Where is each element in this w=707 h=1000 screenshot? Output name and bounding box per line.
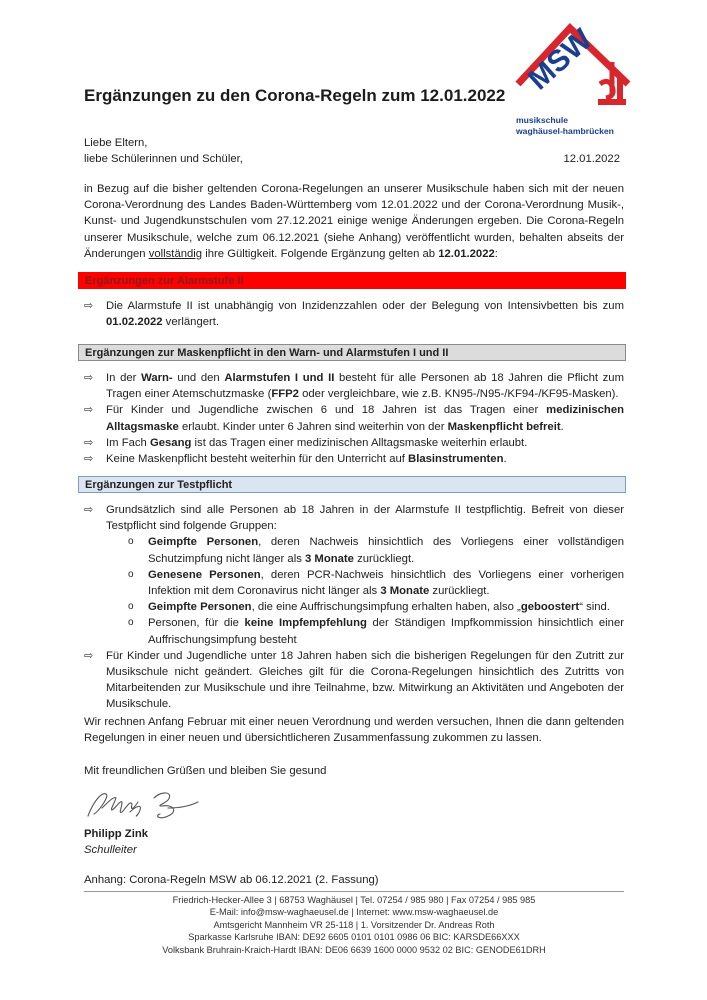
item-text: der Ständigen Impfkommission hinsichtlich einer Auffrischungsimpfung besteht	[148, 617, 624, 646]
item-text: , deren PCR-Nachweis hinsichtlich des Vorliegens einer vorherigen Infektion mit dem Coronavirus nicht länger als	[148, 568, 625, 598]
item-bold: Gesang	[149, 436, 192, 449]
closing-paragraph: Wir rechnen Anfang Februar mit einer neuen Verordnung und werden versuchen, Ihnen die dann geltenden Regelungen in einer neuen und übersichtlicheren Zusammenfassung zukommen zu lassen.	[84, 716, 624, 745]
item-text: Für Kinder und Jugendliche unter 18 Jahren haben sich die bisherigen Regelungen für den Zutritt zur Musikschule nicht geändert. Gleiches gilt für die Corona-Regelungen hinsichtlich des Zutritts von Mitarbeitenden zur Musikschule und ihre Teilnahme, bzw. Mitwirkung an Aktivitäten und Angeboten der Musikschule.	[106, 649, 624, 711]
greeting	[84, 135, 624, 167]
greeting-line-1: Liebe Eltern,	[84, 137, 148, 149]
circle-bullet-icon: o	[128, 601, 134, 613]
signer-role: Schulleiter	[84, 844, 137, 856]
item-text: In der	[106, 372, 142, 384]
item-bold: 3 Monate	[305, 552, 354, 565]
list-item	[84, 370, 624, 402]
list-item	[84, 402, 624, 434]
item-text: ist das Tragen einer medizinischen Alltagsmaske weiterhin erlaubt.	[191, 436, 528, 449]
signer-name: Philipp Zink	[84, 828, 149, 840]
footer-divider	[84, 891, 624, 892]
item-bold: 3 Monate	[380, 585, 430, 598]
item-text: Im Fach	[106, 436, 150, 449]
intro-text-1: in Bezug auf die bisher geltenden Corona-Regelungen an unserer Musikschule haben sich mit der neuen Corona-Verordnung des Landes Baden-Württemberg vom 12.01.2022 und der Corona-Verordnung Musik-, Kunst- und Jugendkunstschulen vom 27.12.2021 einige wenige Änderungen ergeben. Die Corona-Regeln unserer Musikschule, welche zum 06.12.2021 (siehe Anhang) veröffentlicht wurden, behalten abseits der Änderungen	[84, 183, 624, 260]
item-text: , die eine Auffrischungsimpfung erhalten haben, also „	[251, 601, 521, 614]
letter-date: 12.01.2022	[563, 153, 620, 165]
circle-bullet-icon: o	[128, 568, 134, 580]
section-heading-alarmstufe: Ergänzungen zur Alarmstufe II	[78, 272, 626, 289]
list-item	[84, 298, 624, 330]
footer-line-register: Amtsgericht Mannheim VR 25-118 | 1. Vorsitzender Dr. Andreas Roth	[213, 919, 495, 930]
intro-paragraph	[84, 181, 624, 262]
item-text: oder vergleichbare, wie z.B. KN95-/N95-/KF94-/KF95-Masken).	[298, 388, 619, 401]
arrow-right-icon: ⇨	[84, 300, 94, 312]
footer-line-contact: E-Mail: info@msw-waghaeusel.de | Internet: www.msw-waghaeusel.de	[209, 907, 499, 918]
item-text: zurückliegt.	[429, 585, 490, 598]
item-bold: Alarmstufen I und II	[224, 372, 335, 384]
list-item	[84, 648, 624, 713]
handwritten-signature-icon	[84, 786, 202, 822]
item-text: Die Alarmstufe II ist unabhängig von Inzidenzzahlen oder der Belegung von Intensivbetten bis zum	[106, 300, 624, 312]
msw-logo-mark-icon	[508, 22, 634, 114]
item-text: Grundsätzlich sind alle Personen ab 18 Jahren in der Alarmstufe II testpflichtig. Befreit von dieser Testpflicht sind folgende Gruppen:	[106, 504, 624, 533]
arrow-right-icon: ⇨	[84, 436, 94, 449]
item-text: , deren Nachweis hinsichtlich des Vorliegens einer vollständigen Schutzimpfung nicht länger als	[148, 536, 624, 565]
item-bold: FFP2	[271, 388, 299, 401]
item-bold: Maskenpflicht befreit	[447, 420, 561, 433]
intro-text-2: ihre Gültigkeit. Folgende Ergänzung gelten ab	[202, 247, 439, 260]
item-text: .	[503, 453, 507, 466]
footer-line-address: Friedrich-Hecker-Allee 3 | 68753 Waghäusel | Tel. 07254 / 985 980 | Fax 07254 / 985 985	[172, 895, 536, 905]
item-bold: keine Impfempfehlung	[244, 617, 367, 630]
sub-list-item	[106, 534, 624, 566]
list-item	[84, 502, 624, 648]
section-heading-maskenpflicht: Ergänzungen zur Maskenpflicht in den Warn- und Alarmstufen I und II	[78, 344, 626, 361]
item-bold: Geimpfte Personen	[148, 536, 259, 549]
item-text: verlängert.	[162, 316, 220, 329]
arrow-right-icon: ⇨	[84, 649, 94, 662]
item-bold: 01.02.2022	[106, 316, 163, 329]
item-bold: geboostert	[520, 601, 580, 614]
arrow-right-icon: ⇨	[84, 453, 94, 466]
greeting-line-2: liebe Schülerinnen und Schüler,	[84, 153, 243, 166]
arrow-right-icon: ⇨	[84, 372, 94, 384]
section-list-testpflicht	[84, 502, 624, 713]
item-text: .	[560, 420, 564, 433]
section-list-alarmstufe	[84, 298, 624, 330]
arrow-right-icon: ⇨	[84, 504, 94, 516]
sub-list-item	[106, 567, 624, 599]
logo-line-1: musikschule	[516, 115, 569, 125]
footer	[84, 894, 624, 956]
item-text: Für Kinder und Jugendliche zwischen 6 und 18 Jahren ist das Tragen einer	[106, 404, 547, 417]
item-text: und den	[172, 372, 225, 384]
item-bold: Warn-	[141, 372, 173, 384]
regards-line: Mit freundlichen Grüßen und bleiben Sie gesund	[84, 765, 327, 777]
item-text: Keine Maskenpflicht besteht weiterhin für den Unterricht auf	[106, 453, 409, 466]
arrow-right-icon: ⇨	[84, 404, 94, 417]
item-bold: Genesene Personen	[148, 568, 261, 581]
footer-line-bank-1: Sparkasse Karlsruhe IBAN: DE92 6605 0101 0101 0986 06 BIC: KARSDE66XXX	[188, 932, 520, 943]
sub-list-item	[106, 599, 624, 615]
list-item	[84, 451, 624, 467]
footer-line-bank-2: Volksbank Bruhrain-Kraich-Hardt IBAN: DE06 6639 1600 0000 9532 02 BIC: GENODE61DRH	[162, 944, 546, 955]
circle-bullet-icon: o	[128, 617, 134, 629]
item-text: “ sind.	[579, 601, 610, 614]
intro-text-3: :	[494, 247, 498, 260]
sub-list-item	[106, 615, 624, 647]
section-heading-testpflicht: Ergänzungen zur Testpflicht	[78, 476, 626, 493]
item-bold: Blasinstrumenten	[408, 453, 504, 466]
section-list-maskenpflicht	[84, 370, 624, 467]
item-text: zurückliegt.	[353, 552, 415, 565]
intro-date-bold: 12.01.2022	[438, 247, 495, 260]
circle-bullet-icon: o	[128, 536, 134, 548]
school-logo	[508, 22, 634, 140]
attachment-note: Anhang: Corona-Regeln MSW ab 06.12.2021 (2. Fassung)	[84, 874, 379, 886]
item-text: besteht für alle Personen ab 18 Jahren die Pflicht zum Tragen einer Atemschutzmaske (	[106, 372, 624, 401]
item-text: Personen, für die	[148, 617, 245, 630]
page-title: Ergänzungen zu den Corona-Regeln zum 12.01.2022	[84, 86, 506, 105]
logo-mark-text: MSW	[521, 22, 599, 97]
item-bold: medizinischen Alltagsmaske	[106, 404, 624, 433]
item-bold: Geimpfte Personen	[148, 601, 252, 614]
item-text: erlaubt. Kinder unter 6 Jahren sind weiterhin von der	[178, 420, 448, 433]
intro-underlined: vollständig	[148, 247, 203, 260]
list-item	[84, 435, 624, 451]
exemption-list	[106, 534, 624, 647]
logo-line-2: waghäusel-hambrücken	[516, 126, 614, 136]
